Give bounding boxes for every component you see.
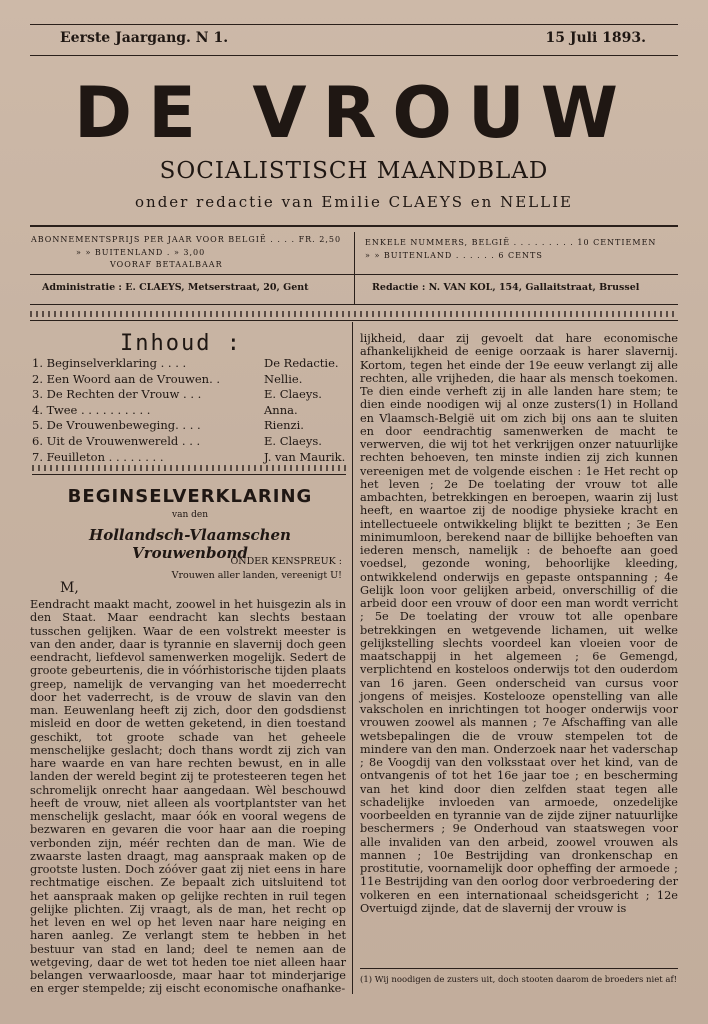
subscription-right-2: » » BUITENLAND . . . . . . 6 CENTS bbox=[365, 251, 543, 260]
article-motto bbox=[80, 555, 342, 583]
article-footnote: (1) Wij noodigen de zusters uit, doch stooten daarom de broeders niet af! bbox=[360, 975, 678, 985]
contents-item: 6. Uit de Vrouwenwereld . . . E. Claeys. bbox=[32, 433, 322, 448]
article-salutation: M, bbox=[60, 580, 79, 596]
article-bond: Hollandsch-Vlaamschen Vrouwenbond bbox=[89, 526, 291, 562]
newspaper-title: DE VROUW bbox=[74, 72, 634, 154]
subscription-left-3: VOORAF BETAALBAAR bbox=[110, 260, 223, 269]
subscription-right-1: ENKELE NUMMERS, BELGIË . . . . . . . . . 10 CENTIEMEN bbox=[365, 238, 657, 247]
contents-item: 3. De Rechten der Vrouw . . . E. Claeys. bbox=[32, 387, 322, 402]
subscription-rule-top bbox=[30, 225, 678, 227]
contents-item: 7. Feuilleton . . . . . . . . J. van Maurik. bbox=[32, 449, 346, 464]
issue-date: 15 Juli 1893. bbox=[545, 30, 646, 46]
contents-item: 5. De Vrouwenbeweging. . . . Rienzi. bbox=[32, 418, 304, 433]
editors-line: onder redactie van Emilie CLAEYS en NELLIE bbox=[135, 193, 573, 211]
article-right-column: lijkheid, daar zij gevoelt dat hare economische afhankelijkheid de eenige oorzaak is harer slavernij. Kortom, tegen het einde der 19e eeuw verlangt zij alle rechten, alle vrijheden, die haar als mensch toekomen. Te dien einde verheft zij in alle landen hare stem; te dien einde noodigen wij al onze zusters(1) in Holland en Vlaamsch-België uit om zich bij ons aan te sluiten en door eendrachtig samenwerken de macht te verwerven, die wij tot het verkrijgen onzer natuurlijke rechten behoeven, ten minste indien zij zich kunnen vereenigen met de volgende eischen : 1e Het recht op het leven ; 2e De toelating der vrouw tot alle ambachten, betrekkingen en beroepen, waarin zij lust heeft, en waartoe zij de noodige physieke kracht en intellectueele ontwikkeling blijkt te bezitten ; 3e Een minimumloon, berekend naar de billijke behoeften van iederen mensch, namelijk : de behoefte aan goed voedsel, gezonde woning, behoorlijke kleeding, ontwikkelend onderwijs en gepaste ontspanning ; 4e Gelijk loon voor gelijken arbeid, onverschillig of die arbeid door een vrouw of door een man wordt verricht ; 5e De toelating der vrouw tot alle openbare betrekkingen en wetgevende lichamen, uit welke gelijkstelling slechts voordeel kan vloeien voor de maatschappij in het algemeen ; 6e Gemengd, verplichtend en kosteloos onderwijs tot den ouderdom van 16 jaren. Geen onderscheid van cursus voor jongens of meisjes. Kostelooze openstelling van alle vakscholen en inrichtingen tot hooger onderwijs voor vrouwen zoowel als mannen ; 7e Afschaffing van alle wetsbepalingen die de vrouw stempelen tot de mindere van den man. Onderzoek naar het vaderschap ; 8e Voogdij van den volksstaat over het kind, van de ontvangenis of tot het 16e jaar toe ; en bescherming van het kind door dien zelfden staat tegen alle schadelijke invloeden van armoede, onzedelijke voorbeelden en tyrannie van de zijde zijner natuurlijke beschermers ; 9e Onderhoud van staatswegen voor alle invaliden van den arbeid, zoowel vrouwen als mannen ; 10e Bestrijding van dronkenschap en prostitutie, voornamelijk door opheffing der armoede ; 11e Bestrijding van den oorlog door verbroedering der volkeren en een internationaal scheidsgericht ; 12e Overtuigd zijnde, dat de slavernij der vrouw is bbox=[360, 332, 678, 915]
header-rule bbox=[30, 55, 678, 56]
ornament-rule bbox=[30, 311, 678, 317]
column-divider bbox=[352, 322, 353, 994]
article-heading: BEGINSELVERKLARING bbox=[67, 486, 313, 507]
newspaper-subtitle: SOCIALISTISCH MAANDBLAD bbox=[159, 158, 549, 184]
issue-number: Eerste Jaargang. N 1. bbox=[60, 30, 229, 46]
administration-address: Administratie : E. CLAEYS, Metserstraat, 20, Gent bbox=[42, 282, 309, 293]
motto-label: ONDER KENSPREUK : bbox=[230, 556, 342, 567]
article-left-column: Eendracht maakt macht, zoowel in het huisgezin als in den Staat. Maar eendracht kan slechts bestaan tusschen gelijken. Waar de een volstrekt meester is van den ander, daar is tyrannie en slavernij doch geen eendracht, liefdevol samenwerken mogelijk. Sedert de groote gebeurtenis, die in vóórhistorische tijden plaats greep, namelijk de vervanging van het moederrecht door het vaderrecht, is de vrouw de slavin van den man. Eeuwenlang heeft zij zich, door den godsdienst misleid en door de wetten geketend, in dien toestand geschikt, tot groote schade van het geheele menschelijke geslacht; doch thans wordt zij zich van hare waarde en van hare rechten bewust, en in alle landen der wereld begint zij te protesteeren tegen het schromelijk onrecht haar aangedaan. Wèl beschouwd heeft de vrouw, niet alleen als voortplantster van het menschelijk geslacht, maar óók en vooral wegens de bezwaren en gevaren die voor haar aan die roeping verbonden zijn, méér rechten dan de man. Wie de zwaarste lasten draagt, mag aanspraak maken op de grootste lusten. Doch zóóver gaat zij niet eens in hare rechtmatige eischen. Ze bepaalt zich uitsluitend tot het aanspraak maken op gelijke rechten in ruil tegen gelijke plichten. Zij vraagt, als de man, het recht op het leven en wel op het leven naar hare neiging en haren aanleg. Ze verlangt stem te hebben in het bestuur van stad en land; deel te nemen aan de wetgeving, daar de wet tot heden toe niet alleen haar belangen verwaarloosde, maar haar tot minderjarige en erger stempelde; zij eischt economische onafhanke- bbox=[30, 598, 346, 996]
contents-list bbox=[32, 356, 348, 465]
editorial-address: Redactie : N. VAN KOL, 154, Gallaitstraat, Brussel bbox=[372, 282, 640, 293]
subscription-divider bbox=[354, 232, 355, 304]
contents-item: 4. Twee . . . . . . . . . . Anna. bbox=[32, 402, 298, 417]
subscription-rule-bottom bbox=[30, 304, 678, 305]
contents-heading: Inhoud : bbox=[120, 331, 242, 356]
footnote-rule bbox=[360, 968, 678, 969]
top-rule bbox=[30, 24, 678, 25]
article-van: van den bbox=[172, 510, 208, 520]
subscription-left-2: » » BUITENLAND . » 3,00 bbox=[76, 248, 206, 257]
motto-text: Vrouwen aller landen, vereenigt U! bbox=[171, 570, 342, 581]
contents-rule bbox=[32, 474, 346, 475]
contents-ornament bbox=[32, 465, 346, 471]
contents-item: 2. Een Woord aan de Vrouwen. . Nellie. bbox=[32, 371, 303, 386]
contents-item: 1. Beginselverklaring . . . . De Redactie. bbox=[32, 356, 339, 370]
subscription-left-1: ABONNEMENTSPRIJS PER JAAR VOOR BELGIË . . . . FR. 2,50 bbox=[31, 235, 342, 244]
body-top-rule bbox=[30, 320, 678, 321]
